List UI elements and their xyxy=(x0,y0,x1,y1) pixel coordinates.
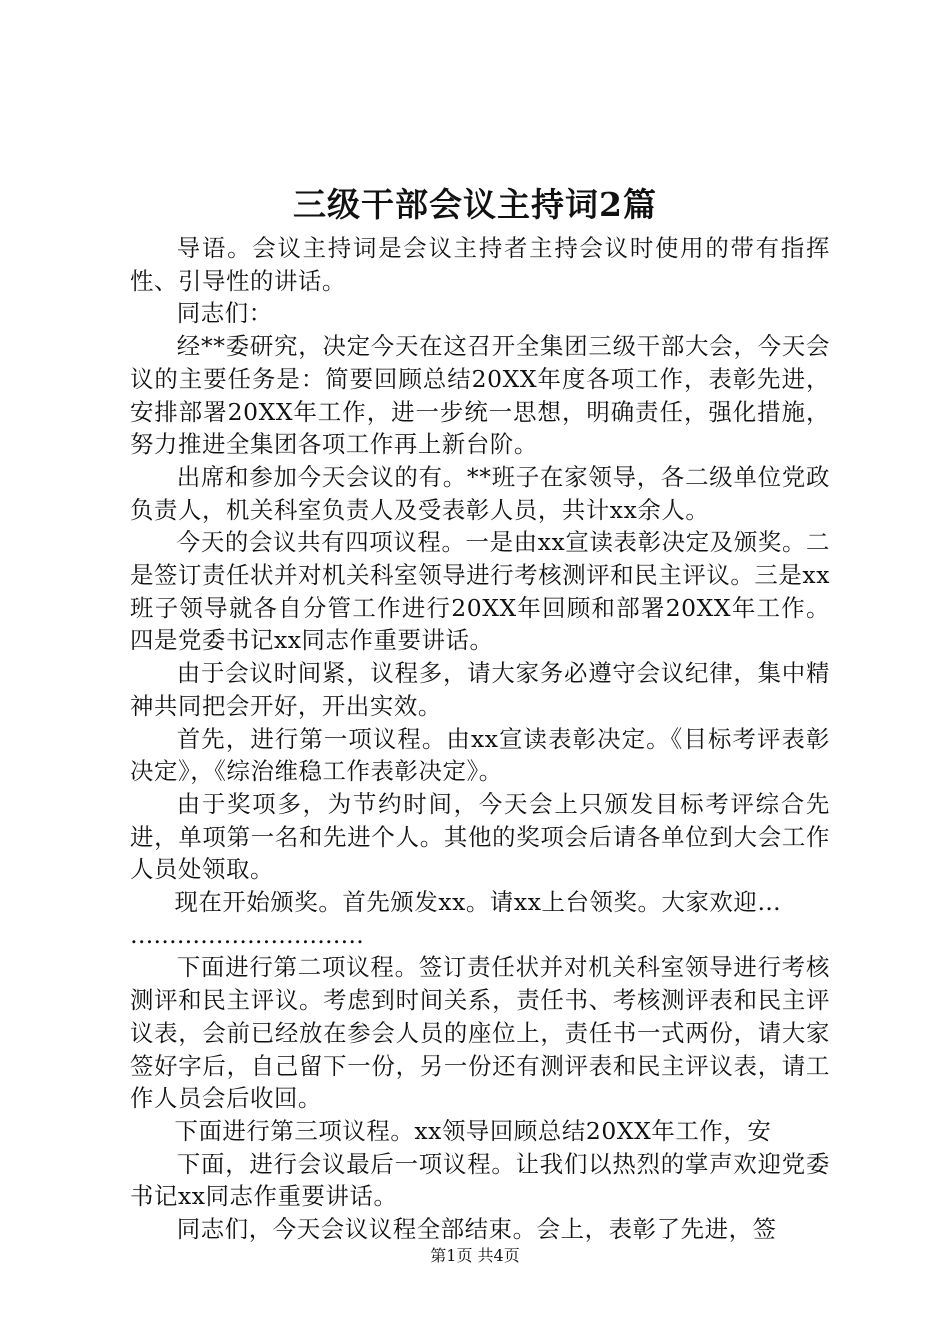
paragraph-salutation: 同志们： xyxy=(176,299,273,328)
paragraph-last-item: 下面，进行会议最后一项议程。让我们以热烈的掌声欢迎党委书记xx同志作重要讲话。 xyxy=(130,1149,830,1211)
paragraph-second-item: 下面进行第二项议程。签订责任状并对机关科室领导进行考核测评和民主评议。考虑到时间关系，责任书、考核测评表和民主评议表，会前已经放在参会人员的座位上，责任书一式两份，请大家签好字后，自己留下一份，另一份还有测评表和民主评议表，请工作人员会后收回。 xyxy=(130,953,830,1113)
paragraph-discipline: 由于会议时间紧，议程多，请大家务必遵守会议纪律，集中精神共同把会开好，开出实效。 xyxy=(130,659,830,720)
ellipsis-line: ………………………… xyxy=(130,920,364,949)
paragraph-meeting-purpose: 经**委研究，决定今天在这召开全集团三级干部大会，今天会议的主要任务是：简要回顾总结20XX年度各项工作，表彰先进，安排部署20XX年工作，进一步统一思想，明确责任，强化措施，努力推进全集团各项工作再上新台阶。 xyxy=(130,332,830,459)
document-title: 三级干部会议主持词2篇 xyxy=(293,185,657,224)
page-number-footer: 第1页 共4页 xyxy=(430,1246,520,1265)
paragraph-attendees: 出席和参加今天会议的有。**班子在家领导，各二级单位党政负责人，机关科室负责人及受表彰人员，共计xx余人。 xyxy=(130,462,830,524)
paragraph-first-item: 首先，进行第一项议程。由xx宣读表彰决定。《目标考评表彰决定》，《综治维稳工作表彰决定》。 xyxy=(130,724,830,786)
document-body xyxy=(130,232,830,1246)
paragraph-closing: 同志们，今天会议议程全部结束。会上，表彰了先进，签 xyxy=(176,1215,777,1244)
paragraph-awards-note: 由于奖项多，为节约时间，今天会上只颁发目标考评综合先进，单项第一名和先进个人。其他的奖项会后请各单位到大会工作人员处领取。 xyxy=(130,789,830,884)
paragraph-intro: 导语。会议主持词是会议主持者主持会议时使用的带有指挥性、引导性的讲话。 xyxy=(130,234,830,295)
paragraph-third-item: 下面进行第三项议程。xx领导回顾总结20XX年工作，安 xyxy=(174,1116,772,1145)
paragraph-award-start: 现在开始颁奖。首先颁发xx。请xx上台领奖。大家欢迎… xyxy=(174,888,782,917)
paragraph-agenda: 今天的会议共有四项议程。一是由xx宣读表彰决定及颁奖。二是签订责任状并对机关科室领导进行考核测评和民主评议。三是xx班子领导就各自分管工作进行20XX年回顾和部署20XX年工作。四是党委书记xx同志作重要讲话。 xyxy=(130,528,830,655)
